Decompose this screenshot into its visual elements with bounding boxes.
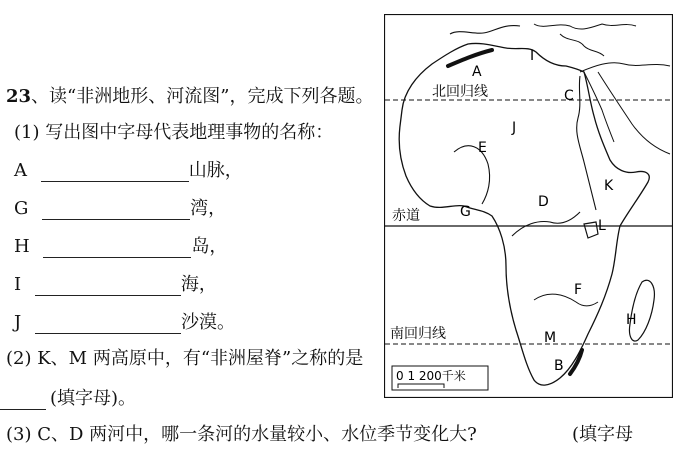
- fill-suffix: 湾，: [190, 198, 227, 219]
- part2-continuation: [0, 388, 136, 410]
- equator-label: 赤道: [392, 208, 420, 224]
- map-label-m: M: [544, 330, 557, 346]
- fill-row-g: [14, 198, 226, 220]
- part1-prompt: (1) 写出图中字母代表地理事物的名称：: [14, 122, 334, 143]
- answer-blank-i[interactable]: [35, 277, 181, 296]
- fill-suffix: 岛，: [191, 236, 228, 257]
- map-label-g: G: [460, 204, 471, 220]
- answer-blank-j[interactable]: [35, 315, 181, 334]
- question-number: 23: [6, 86, 32, 107]
- fill-suffix: 沙漠。: [180, 312, 235, 333]
- part2-prompt: (2) K、M 两高原中，有“非洲屋脊”之称的是: [6, 348, 364, 369]
- fill-row-j: [14, 312, 235, 334]
- fill-letter: I: [14, 274, 22, 295]
- fill-letter: G: [14, 198, 29, 219]
- fill-suffix: 海，: [180, 274, 217, 295]
- part2-cont-text: (填字母)。: [50, 388, 137, 409]
- map-label-e: E: [478, 140, 487, 156]
- fill-letter: H: [14, 236, 30, 257]
- part3-tail: (填字母: [572, 424, 634, 445]
- map-label-k: K: [604, 178, 614, 194]
- answer-blank-part2[interactable]: [0, 391, 46, 410]
- answer-blank-g[interactable]: [42, 201, 190, 220]
- fill-letter: A: [14, 160, 27, 181]
- answer-blank-a[interactable]: [41, 163, 189, 182]
- question-title-text: 、读“非洲地形、河流图”，完成下列各题。: [31, 86, 374, 107]
- scale-label: 0 1 200千米: [396, 369, 466, 383]
- map-label-l: L: [598, 218, 606, 234]
- africa-map: [384, 14, 673, 398]
- part3-prompt: (3) C、D 两河中，哪一条河的水量较小、水位季节变化大?: [6, 424, 477, 445]
- map-label-c: C: [564, 88, 574, 104]
- tropic-south-label: 南回归线: [390, 326, 446, 342]
- map-label-i: I: [530, 48, 535, 64]
- question-title: [6, 86, 373, 108]
- map-label-b: B: [554, 358, 564, 374]
- answer-blank-h[interactable]: [43, 239, 191, 258]
- map-label-d: D: [538, 194, 549, 210]
- fill-row-h: [14, 236, 227, 258]
- map-label-f: F: [574, 282, 583, 298]
- map-label-h: H: [626, 312, 637, 328]
- fill-row-a: [14, 160, 243, 182]
- fill-letter: J: [14, 312, 22, 333]
- fill-row-i: [14, 274, 217, 296]
- fill-suffix: 山脉，: [188, 160, 243, 181]
- africa-map-svg: [384, 14, 673, 398]
- tropic-north-label: 北回归线: [432, 84, 488, 100]
- map-label-a: A: [472, 64, 482, 80]
- map-label-j: J: [512, 120, 517, 136]
